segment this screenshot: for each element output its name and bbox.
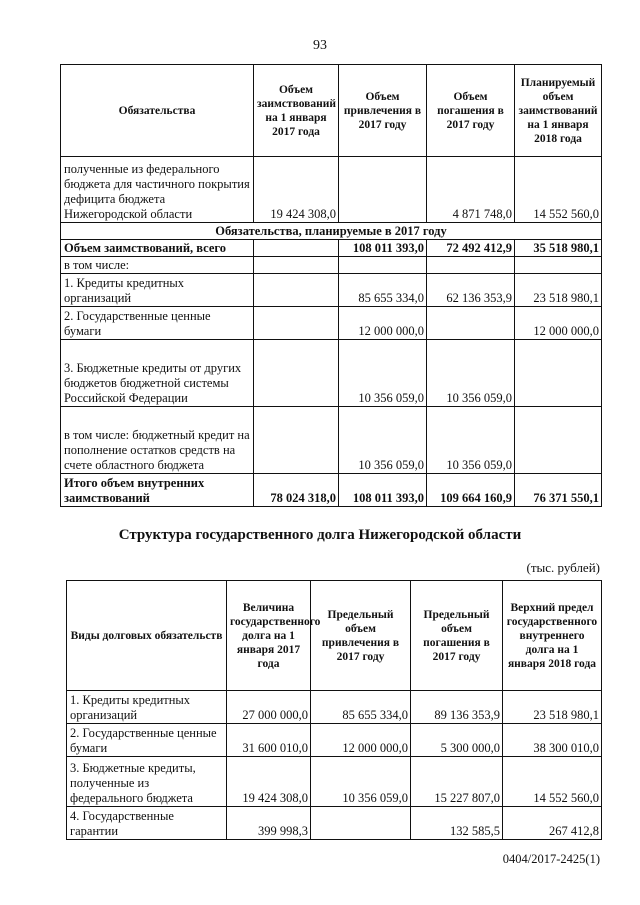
cell-value: 35 518 980,1: [515, 240, 602, 257]
table-row: [67, 807, 602, 840]
cell-value: 10 356 059,0: [339, 407, 427, 474]
cell-value: 23 518 980,1: [503, 691, 602, 724]
header-planned: Планируемый объем заимствований на 1 января 2018 года: [515, 65, 602, 157]
cell-value: 12 000 000,0: [339, 307, 427, 340]
header-obligations: Обязательства: [61, 65, 254, 157]
cell-value: 19 424 308,0: [254, 157, 339, 223]
row-label: в том числе: бюджетный кредит на пополнение остатков средств на счете областного бюджета: [61, 407, 254, 474]
cell-value: 14 552 560,0: [503, 757, 602, 807]
cell-value: 5 300 000,0: [411, 724, 503, 757]
cell-value: [311, 807, 411, 840]
cell-value: [254, 257, 339, 274]
debt-structure-title: Структура государственного долга Нижегородской области: [118, 527, 522, 543]
cell-value: 78 024 318,0: [254, 474, 339, 507]
cell-value: 12 000 000,0: [515, 307, 602, 340]
row-label: полученные из федерального бюджета для частичного покрытия дефицита бюджета Нижегородской области: [61, 157, 254, 223]
cell-value: [339, 257, 427, 274]
row-label: 1. Кредиты кредитных организаций: [67, 691, 227, 724]
cell-value: 108 011 393,0: [339, 240, 427, 257]
document-number: 0404/2017-2425(1): [502, 852, 600, 866]
cell-value: 4 871 748,0: [427, 157, 515, 223]
cell-value: 85 655 334,0: [339, 274, 427, 307]
row-label: в том числе:: [61, 257, 254, 274]
row-label: Объем заимствований, всего: [61, 240, 254, 257]
cell-value: 15 227 807,0: [411, 757, 503, 807]
cell-value: [254, 340, 339, 407]
cell-value: [254, 407, 339, 474]
header-attraction: Объем привлечения в 2017 году: [339, 65, 427, 157]
cell-value: [254, 240, 339, 257]
units-label: (тыс. рублей): [526, 560, 600, 575]
cell-value: [427, 307, 515, 340]
cell-value: 10 356 059,0: [427, 407, 515, 474]
cell-value: 27 000 000,0: [227, 691, 311, 724]
row-label: 1. Кредиты кредитных организаций: [61, 274, 254, 307]
row-label: 3. Бюджетные кредиты, полученные из федерального бюджета: [67, 757, 227, 807]
table-row: [67, 691, 602, 724]
row-label: 2. Государственные ценные бумаги: [67, 724, 227, 757]
header-upper-limit: Верхний предел государственного внутреннего долга на 1 января 2018 года: [503, 581, 602, 691]
cell-value: 399 998,3: [227, 807, 311, 840]
header-debt-types: Виды долговых обязательств: [67, 581, 227, 691]
row-label: 2. Государственные ценные бумаги: [61, 307, 254, 340]
cell-value: [427, 257, 515, 274]
page-number: 93: [313, 38, 327, 53]
table-row: [61, 340, 602, 407]
table-row: [61, 407, 602, 474]
borrowings-table: [60, 64, 602, 507]
table-row: [61, 307, 602, 340]
cell-value: 14 552 560,0: [515, 157, 602, 223]
cell-value: 62 136 353,9: [427, 274, 515, 307]
cell-value: 108 011 393,0: [339, 474, 427, 507]
table-row: [61, 274, 602, 307]
cell-value: 10 356 059,0: [339, 340, 427, 407]
cell-value: 10 356 059,0: [311, 757, 411, 807]
cell-value: [254, 274, 339, 307]
cell-value: 31 600 010,0: [227, 724, 311, 757]
header-volume-start: Объем заимствований на 1 января 2017 года: [254, 65, 339, 157]
cell-value: 38 300 010,0: [503, 724, 602, 757]
table-header-row: [67, 581, 602, 691]
table-row: [61, 257, 602, 274]
cell-value: 19 424 308,0: [227, 757, 311, 807]
header-limit-repayment: Предельный объем погашения в 2017 году: [411, 581, 503, 691]
header-repayment: Объем погашения в 2017 году: [427, 65, 515, 157]
table-header-row: [61, 65, 602, 157]
section-title: Обязательства, планируемые в 2017 году: [61, 223, 602, 240]
cell-value: 23 518 980,1: [515, 274, 602, 307]
cell-value: 132 585,5: [411, 807, 503, 840]
cell-value: 267 412,8: [503, 807, 602, 840]
cell-value: [515, 340, 602, 407]
cell-value: 89 136 353,9: [411, 691, 503, 724]
debt-structure-table: [66, 580, 602, 840]
row-label: Итого объем внутренних заимствований: [61, 474, 254, 507]
header-limit-attraction: Предельный объем привлечения в 2017 году: [311, 581, 411, 691]
cell-value: [339, 157, 427, 223]
table-row: [67, 757, 602, 807]
table-row-total: [61, 474, 602, 507]
section-row: [61, 223, 602, 240]
cell-value: [515, 257, 602, 274]
row-label: 4. Государственные гарантии: [67, 807, 227, 840]
cell-value: [254, 307, 339, 340]
table-row: [61, 157, 602, 223]
cell-value: [515, 407, 602, 474]
table-row: [61, 240, 602, 257]
header-debt-start: Величина государственного долга на 1 января 2017 года: [227, 581, 311, 691]
table-row: [67, 724, 602, 757]
row-label: 3. Бюджетные кредиты от других бюджетов бюджетной системы Российской Федерации: [61, 340, 254, 407]
cell-value: 72 492 412,9: [427, 240, 515, 257]
cell-value: 85 655 334,0: [311, 691, 411, 724]
cell-value: 12 000 000,0: [311, 724, 411, 757]
cell-value: 10 356 059,0: [427, 340, 515, 407]
cell-value: 109 664 160,9: [427, 474, 515, 507]
cell-value: 76 371 550,1: [515, 474, 602, 507]
